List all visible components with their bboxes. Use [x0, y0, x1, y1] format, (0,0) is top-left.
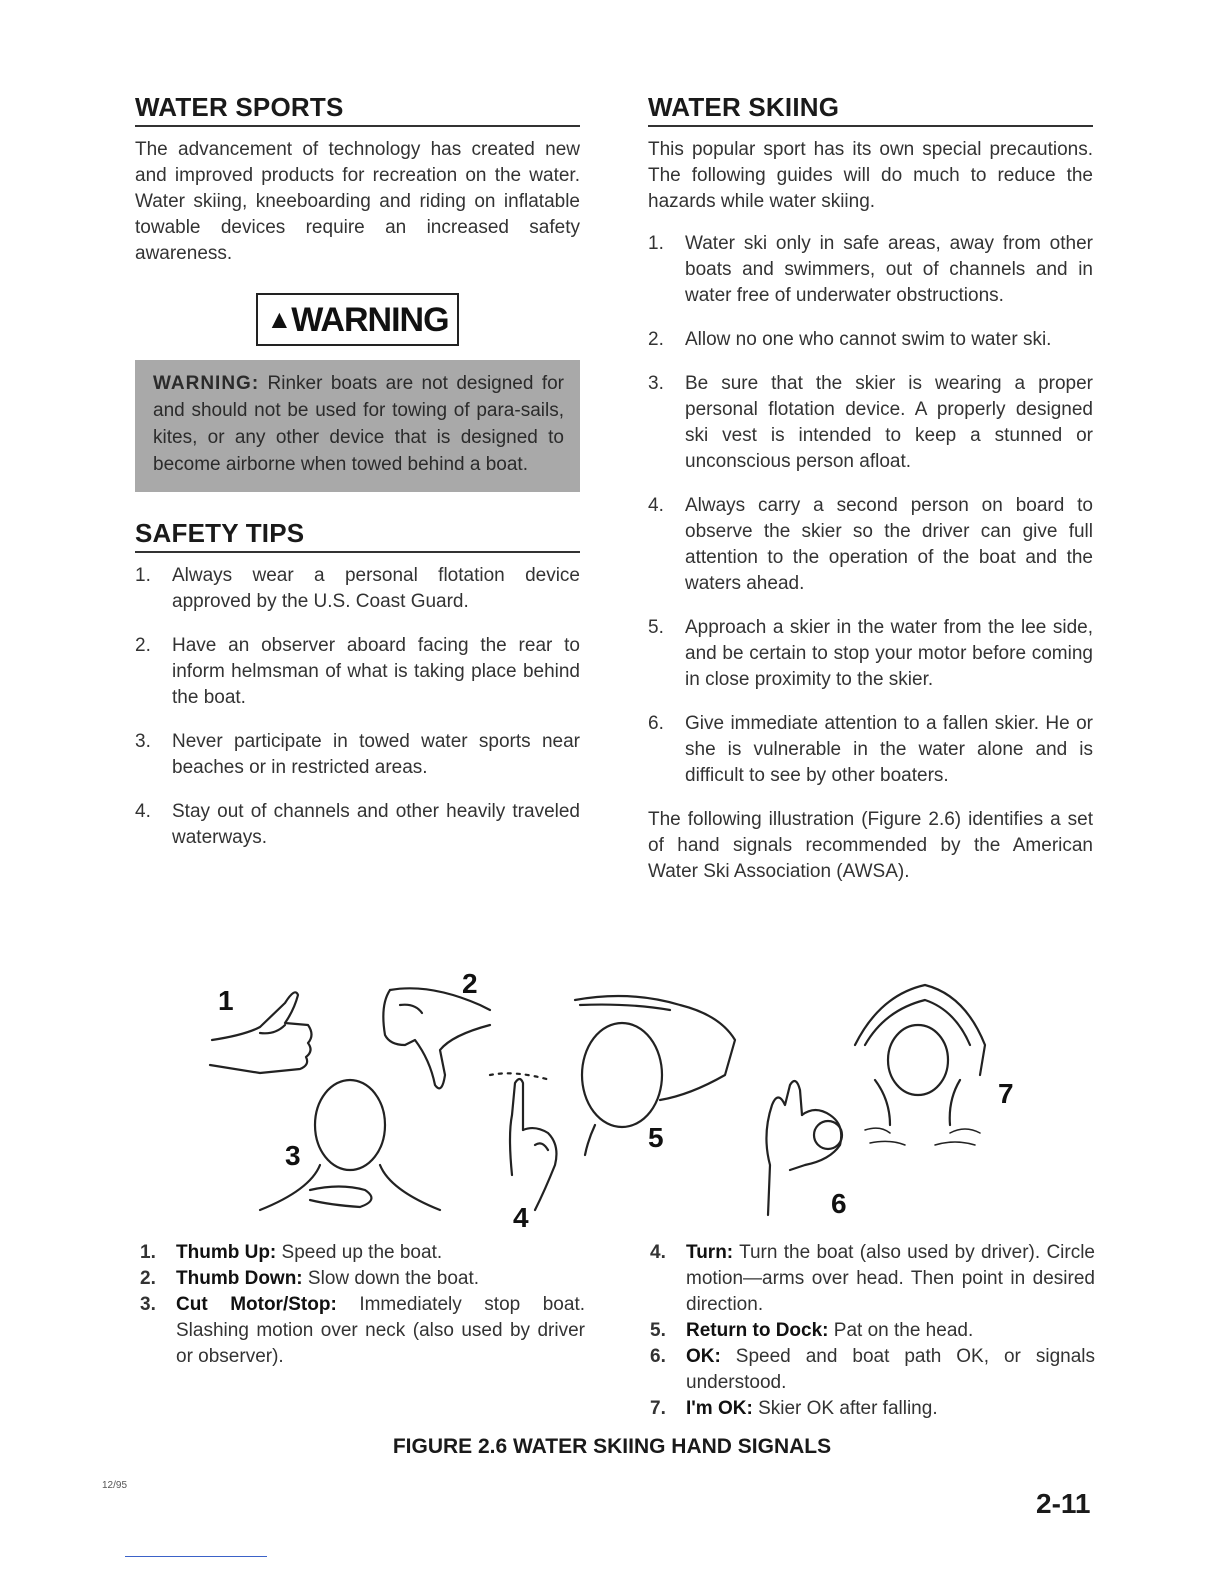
water-sports-body: The advancement of technology has created new and improved products for recreation on the water. Water skiing, kneeboarding and riding on inflatable towable devices require an increased safety awareness. [135, 139, 580, 264]
caption-term: I'm OK: [686, 1398, 753, 1419]
water-skiing-list [648, 231, 1093, 789]
signal-marker-5: 5 [648, 1122, 664, 1153]
safety-tips-list [135, 563, 580, 851]
thumb-down-hand-icon [383, 988, 490, 1088]
list-number: 2. [135, 635, 151, 656]
signal-marker-4: 4 [513, 1202, 529, 1233]
warning-label-wrap [135, 293, 580, 346]
list-number: 3. [648, 373, 664, 394]
warning-label [256, 293, 458, 346]
caption-item [650, 1344, 1095, 1396]
list-text: Always carry a second person on board to observe the skier so the driver can give full attention to the operation of the boat and the waters ahead. [685, 495, 1093, 594]
list-text: Approach a skier in the water from the lee side, and be certain to stop your motor before coming in close proximity to the skier. [685, 617, 1093, 690]
signal-marker-6: 6 [831, 1188, 847, 1219]
list-text: Have an observer aboard facing the rear to inform helmsman of what is taking place behind the boat. [172, 635, 580, 708]
caption-term: Cut Motor/Stop: [176, 1294, 337, 1315]
captions-right [650, 1240, 1095, 1422]
list-number: 4. [648, 495, 664, 516]
caption-item [140, 1240, 585, 1266]
list-item [648, 493, 1093, 597]
caption-item [140, 1266, 585, 1292]
list-number: 6. [648, 713, 664, 734]
caption-number: 5. [650, 1320, 666, 1341]
safety-tips-heading: SAFETY TIPS [135, 518, 580, 553]
list-item [648, 371, 1093, 475]
list-text: Never participate in towed water sports near beaches or in restricted areas. [172, 731, 580, 778]
caption-number: 2. [140, 1268, 156, 1289]
caption-term: OK: [686, 1346, 721, 1367]
water-skiing-heading: WATER SKIING [648, 92, 1093, 127]
caption-item [650, 1318, 1095, 1344]
list-text: Allow no one who cannot swim to water ski. [685, 329, 1052, 350]
caption-text: Turn the boat (also used by driver). Circle motion—arms over head. Then point in desired direction. [686, 1242, 1095, 1315]
warning-lead: WARNING: [153, 373, 260, 394]
captions-left [140, 1240, 585, 1370]
page-number: 2-11 [1036, 1488, 1091, 1519]
warning-text: Rinker boats are not designed for and should not be used for towing of para-sails, kites, or any other device that is designed to become airborne when towed behind a boat. [153, 373, 564, 475]
list-item [135, 633, 580, 711]
list-item [135, 563, 580, 615]
signal-marker-7: 7 [998, 1078, 1014, 1109]
turn-pointing-hand-icon [490, 1073, 556, 1210]
caption-number: 7. [650, 1398, 666, 1419]
hand-signals-svg [190, 965, 1030, 1235]
figure-title: FIGURE 2.6 WATER SKIING HAND SIGNALS [392, 1435, 832, 1458]
caption-text: Speed up the boat. [276, 1242, 443, 1263]
water-skiing-outro: The following illustration (Figure 2.6) identifies a set of hand signals recommended by the American Water Ski Association (AWSA). [648, 809, 1093, 882]
caption-number: 1. [140, 1242, 156, 1263]
caption-number: 4. [650, 1242, 666, 1263]
caption-text: Immediately stop boat. Slashing motion over neck (also used by driver or observer). [176, 1294, 585, 1367]
caption-item [650, 1240, 1095, 1318]
im-ok-figure-icon [855, 985, 985, 1145]
list-item [648, 711, 1093, 789]
signal-marker-2: 2 [462, 968, 478, 999]
right-column [648, 92, 1093, 885]
caption-number: 6. [650, 1346, 666, 1367]
list-item [648, 615, 1093, 693]
list-number: 4. [135, 801, 151, 822]
caption-text: Pat on the head. [828, 1320, 974, 1341]
caption-term: Thumb Down: [176, 1268, 303, 1289]
hand-signals-illustration [190, 965, 1030, 1235]
list-item [135, 799, 580, 851]
list-number: 1. [648, 233, 664, 254]
caption-list-left [140, 1240, 585, 1370]
caption-term: Thumb Up: [176, 1242, 277, 1263]
caption-number: 3. [140, 1294, 156, 1315]
list-number: 2. [648, 329, 664, 350]
caption-text: Skier OK after falling. [752, 1398, 938, 1419]
signal-marker-3: 3 [285, 1140, 301, 1171]
caption-list-right [650, 1240, 1095, 1422]
list-number: 1. [135, 565, 151, 586]
caption-text: Speed and boat path OK, or signals understood. [686, 1346, 1095, 1393]
list-item [135, 729, 580, 781]
caption-item [140, 1292, 585, 1370]
water-skiing-intro: This popular sport has its own special precautions. The following guides will do much to reduce the hazards while water skiing. [648, 139, 1093, 212]
list-text: Water ski only in safe areas, away from other boats and swimmers, out of channels and in water free of underwater obstructions. [685, 233, 1093, 306]
warning-panel [135, 360, 580, 492]
date-stamp: 12/95 [102, 1480, 128, 1491]
caption-text: Slow down the boat. [302, 1268, 480, 1289]
left-column [135, 92, 580, 869]
list-item [648, 231, 1093, 309]
list-text: Give immediate attention to a fallen skier. He or she is vulnerable in the water alone and is difficult to see by other boaters. [685, 713, 1093, 786]
water-sports-heading: WATER SPORTS [135, 92, 580, 127]
signal-marker-1: 1 [218, 985, 234, 1016]
caption-term: Turn: [686, 1242, 734, 1263]
list-number: 3. [135, 731, 151, 752]
warning-label-text: WARNING [291, 301, 449, 339]
list-number: 5. [648, 617, 664, 638]
warning-triangle-icon: ▲ [266, 304, 292, 334]
list-text: Be sure that the skier is wearing a proper personal flotation device. A properly designed ski vest is intended to keep a stunned or unconscious person afloat. [685, 373, 1093, 472]
list-text: Always wear a personal flotation device approved by the U.S. Coast Guard. [172, 565, 580, 612]
caption-term: Return to Dock: [686, 1320, 829, 1341]
list-item [648, 327, 1093, 353]
link-underline[interactable] [125, 1556, 267, 1557]
list-text: Stay out of channels and other heavily traveled waterways. [172, 801, 580, 848]
caption-item [650, 1396, 1095, 1422]
